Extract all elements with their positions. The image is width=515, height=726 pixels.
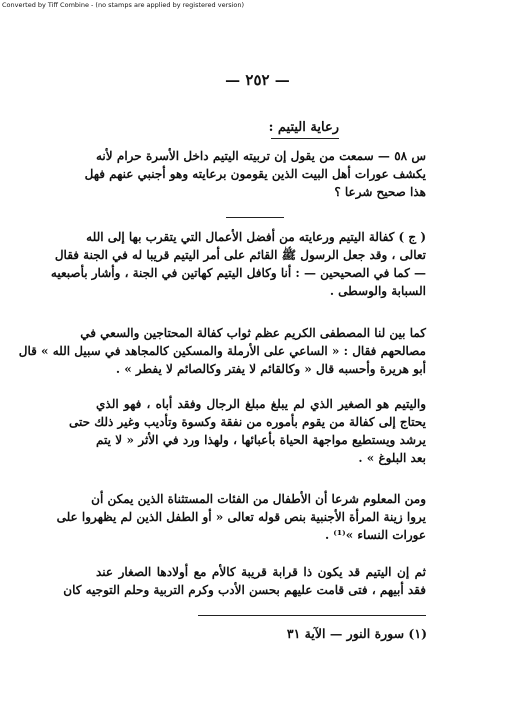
heading-underline — [271, 138, 339, 139]
footnote-rule — [198, 615, 426, 616]
text-line: يرشد ويستطيع مواجهة الحياة بأعبائها ، ولهذا ورد في الأثر « لا يتم — [96, 433, 426, 447]
text-line: ثم إن اليتيم قد يكون ذا قرابة قريبة كالأم مع أولادها الصغار عند — [96, 565, 426, 579]
separator-rule — [226, 217, 284, 218]
footnote: (١) سورة النور — الآية ٣١ — [286, 626, 427, 641]
text-line: س ٥٨ — سمعت من يقول إن تربيته اليتيم داخل الأسرة حرام لأنه — [96, 149, 427, 163]
answer-intro-paragraph — [50, 228, 426, 300]
text-line: يحتاج إلى كفالة من يقوم بأموره من نفقة وكسوة وتأديب وغير ذلك حتى — [69, 415, 426, 429]
text-line: يروا زينة المرأة الأجنبية بنص قوله تعالى « أو الطفل الذين لم يظهروا على — [56, 510, 426, 524]
text-line: ومن المعلوم شرعا أن الأطفال من الفئات المستثناة الذين يمكن أن — [91, 492, 426, 506]
text-line: عورات النساء »⁽¹⁾ . — [324, 528, 426, 542]
page-number: — ٢٥٢ — — [225, 71, 290, 89]
text-line: واليتيم هو الصغير الذي لم يبلغ مبلغ الرجال وفقد أباه ، فهو الذي — [96, 397, 426, 411]
text-line: ( ج ) كفالة اليتيم ورعايته من أفضل الأعمال التي يتقرب بها إلى الله — [86, 230, 426, 244]
text-line: أبو هريرة وأحسبه قال « وكالقائم لا يفتر وكالصائم لا يفطر » . — [115, 362, 426, 376]
text-line: فقد أبيهم ، فتى قامت عليهم بحسن الأدب وكرم التربية وحلم التوجيه كان — [63, 583, 426, 597]
text-line: كما بين لنا المصطفى الكريم عظم ثواب كفالة المحتاجين والسعي في — [80, 326, 426, 340]
text-line: يكشف عورات أهل البيت الذين يقومون برعايته وهو أجنبي عنهم فهل — [84, 167, 426, 181]
text-line: تعالى ، وقد جعل الرسول ﷺ القائم على أمر اليتيم قريبا له في الجنة فقال — [54, 248, 426, 262]
text-line: — كما في الصحيحين — : أنا وكافل اليتيم كهاتين في الجنة ، وأشار بأصبعيه — [50, 266, 426, 280]
section-heading: رعاية اليتيم : — [268, 120, 339, 135]
paragraph-3 — [69, 395, 426, 467]
text-line: هذا صحيح شرعا ؟ — [334, 185, 426, 199]
paragraph-2 — [18, 324, 426, 378]
paragraph-5 — [63, 563, 426, 599]
text-line: السبابة والوسطى . — [329, 284, 426, 298]
text-line: بعد البلوغ » . — [358, 451, 426, 465]
paragraph-4 — [56, 490, 426, 544]
question-paragraph — [84, 147, 427, 201]
text-line: مصالحهم فقال : « الساعي على الأرملة والمسكين كالمجاهد في سبيل الله » قال — [18, 344, 426, 358]
converter-banner: Converted by Tiff Combine - (no stamps are applied by registered version) — [2, 1, 245, 9]
